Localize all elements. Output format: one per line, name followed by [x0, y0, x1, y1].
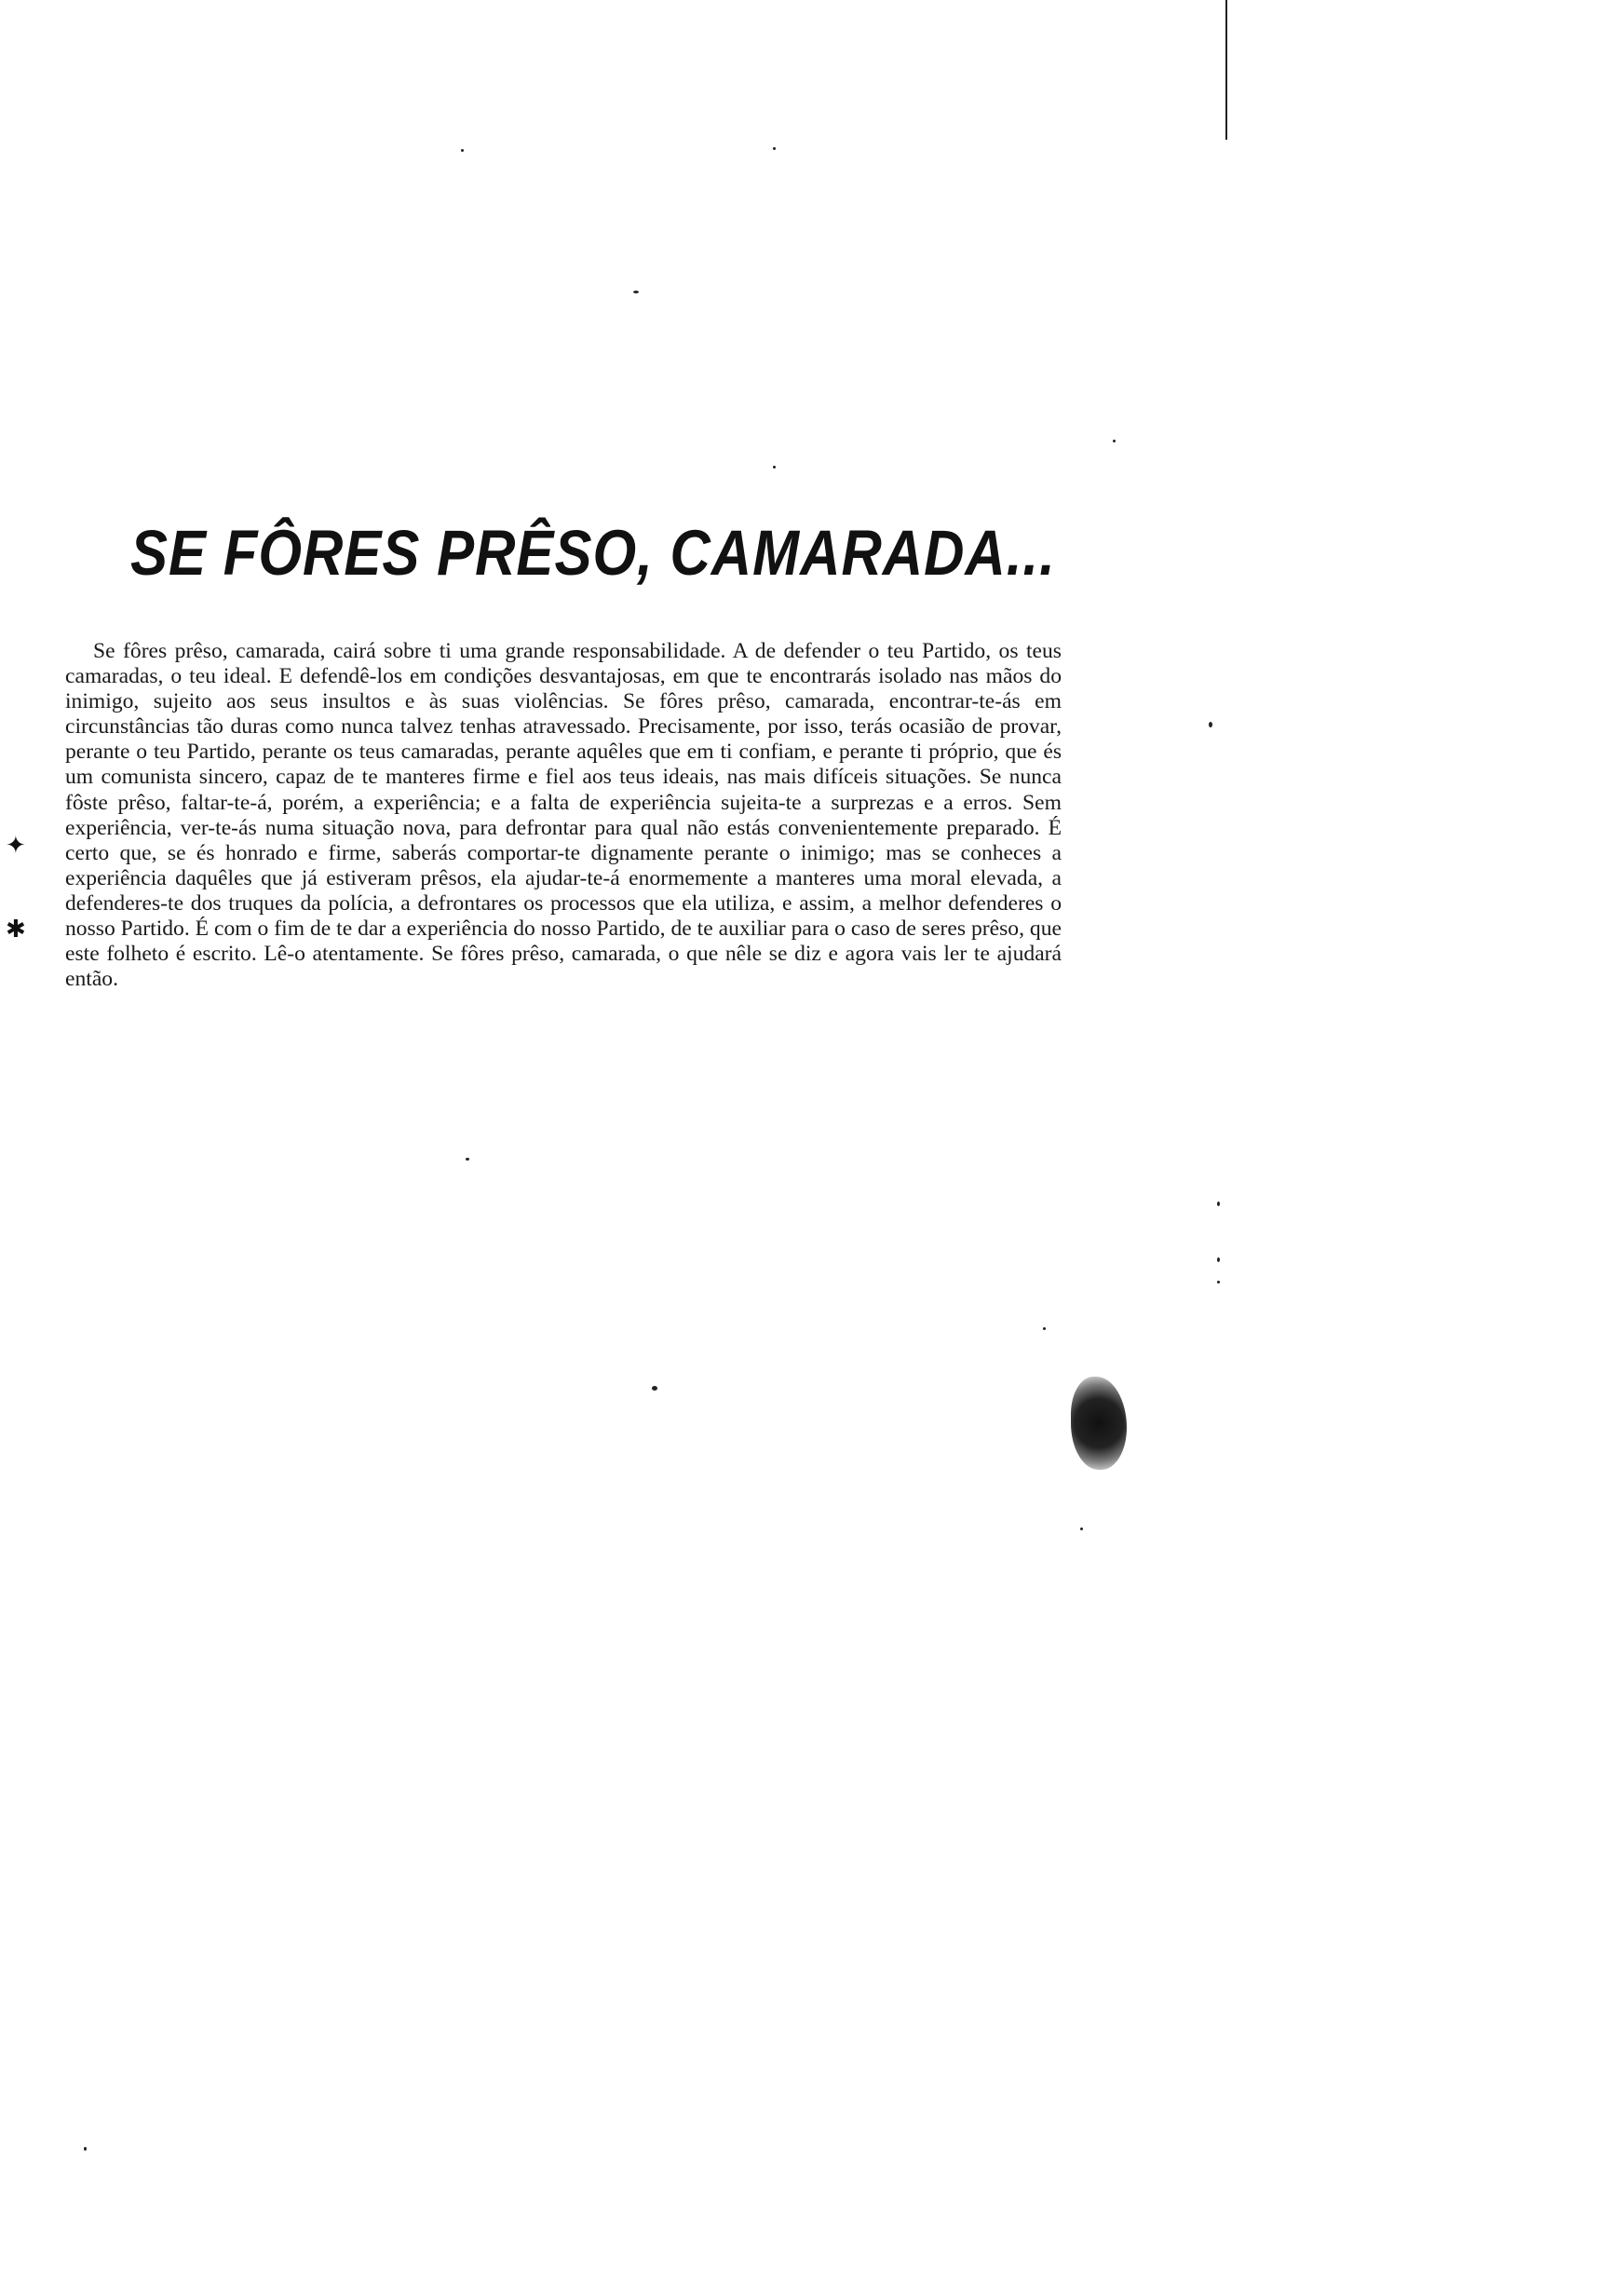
speck [466, 1158, 469, 1161]
speck [1209, 722, 1212, 727]
document-title: SE FÔRES PRÊSO, CAMARADA... [130, 516, 1056, 589]
speck [1043, 1327, 1046, 1330]
ink-blot [1071, 1377, 1127, 1470]
speck [633, 291, 639, 293]
margin-mark-2: ✱ [6, 916, 26, 944]
document-paragraph: Se fôres prêso, camarada, cairá sobre ti uma grande responsabilidade. A de defender o teu Partido, os teus camaradas, o teu ideal. E defendê-los em condições desvantajosas, em que te encontrarás isolado nas mãos do inimigo, sujeito aos seus insultos e às suas violências. Se fôres prêso, camarada, encontrar-te-ás em circunstâncias tão duras como nunca talvez tenhas atravessado. Precisamente, por isso, terás ocasião de provar, perante o teu Partido, perante os teus camaradas, perante aquêles que em ti confiam, e perante ti próprio, que és um comunista sincero, capaz de te manteres firme e fiel aos teus ideais, nas mais difíceis situações. Se nunca fôste prêso, faltar-te-á, porém, a experiência; e a falta de experiência sujeita-te a surprezas e a erros. Sem experiência, ver-te-ás numa situação nova, para defrontar para qual não estás convenientemente preparado. É certo que, se és honrado e firme, saberás comportar-te dignamente perante o inimigo; mas se conheces a experiência daquêles que já estiveram prêsos, ela ajudar-te-á enormemente a manteres uma moral elevada, a defenderes-te dos truques da polícia, a defrontares os processos que ela utiliza, e assim, a melhor defenderes o nosso Partido. É com o fim de te dar a experiência do nosso Partido, de te auxiliar para o caso de seres prêso, que este folheto é escrito. Lê-o atentamente. Se fôres prêso, camarada, o que nêle se diz e agora vais ler te ajudará então. [65, 639, 1062, 992]
speck [652, 1386, 657, 1391]
speck [1217, 1257, 1220, 1262]
speck [1080, 1528, 1083, 1530]
speck [1217, 1202, 1220, 1206]
speck [1113, 440, 1116, 442]
speck [461, 149, 464, 152]
speck [773, 466, 776, 469]
speck [84, 2147, 87, 2151]
speck [773, 147, 776, 150]
margin-mark-1: ✦ [6, 832, 26, 860]
speck [1217, 1281, 1220, 1283]
page-edge-line [1225, 0, 1227, 140]
